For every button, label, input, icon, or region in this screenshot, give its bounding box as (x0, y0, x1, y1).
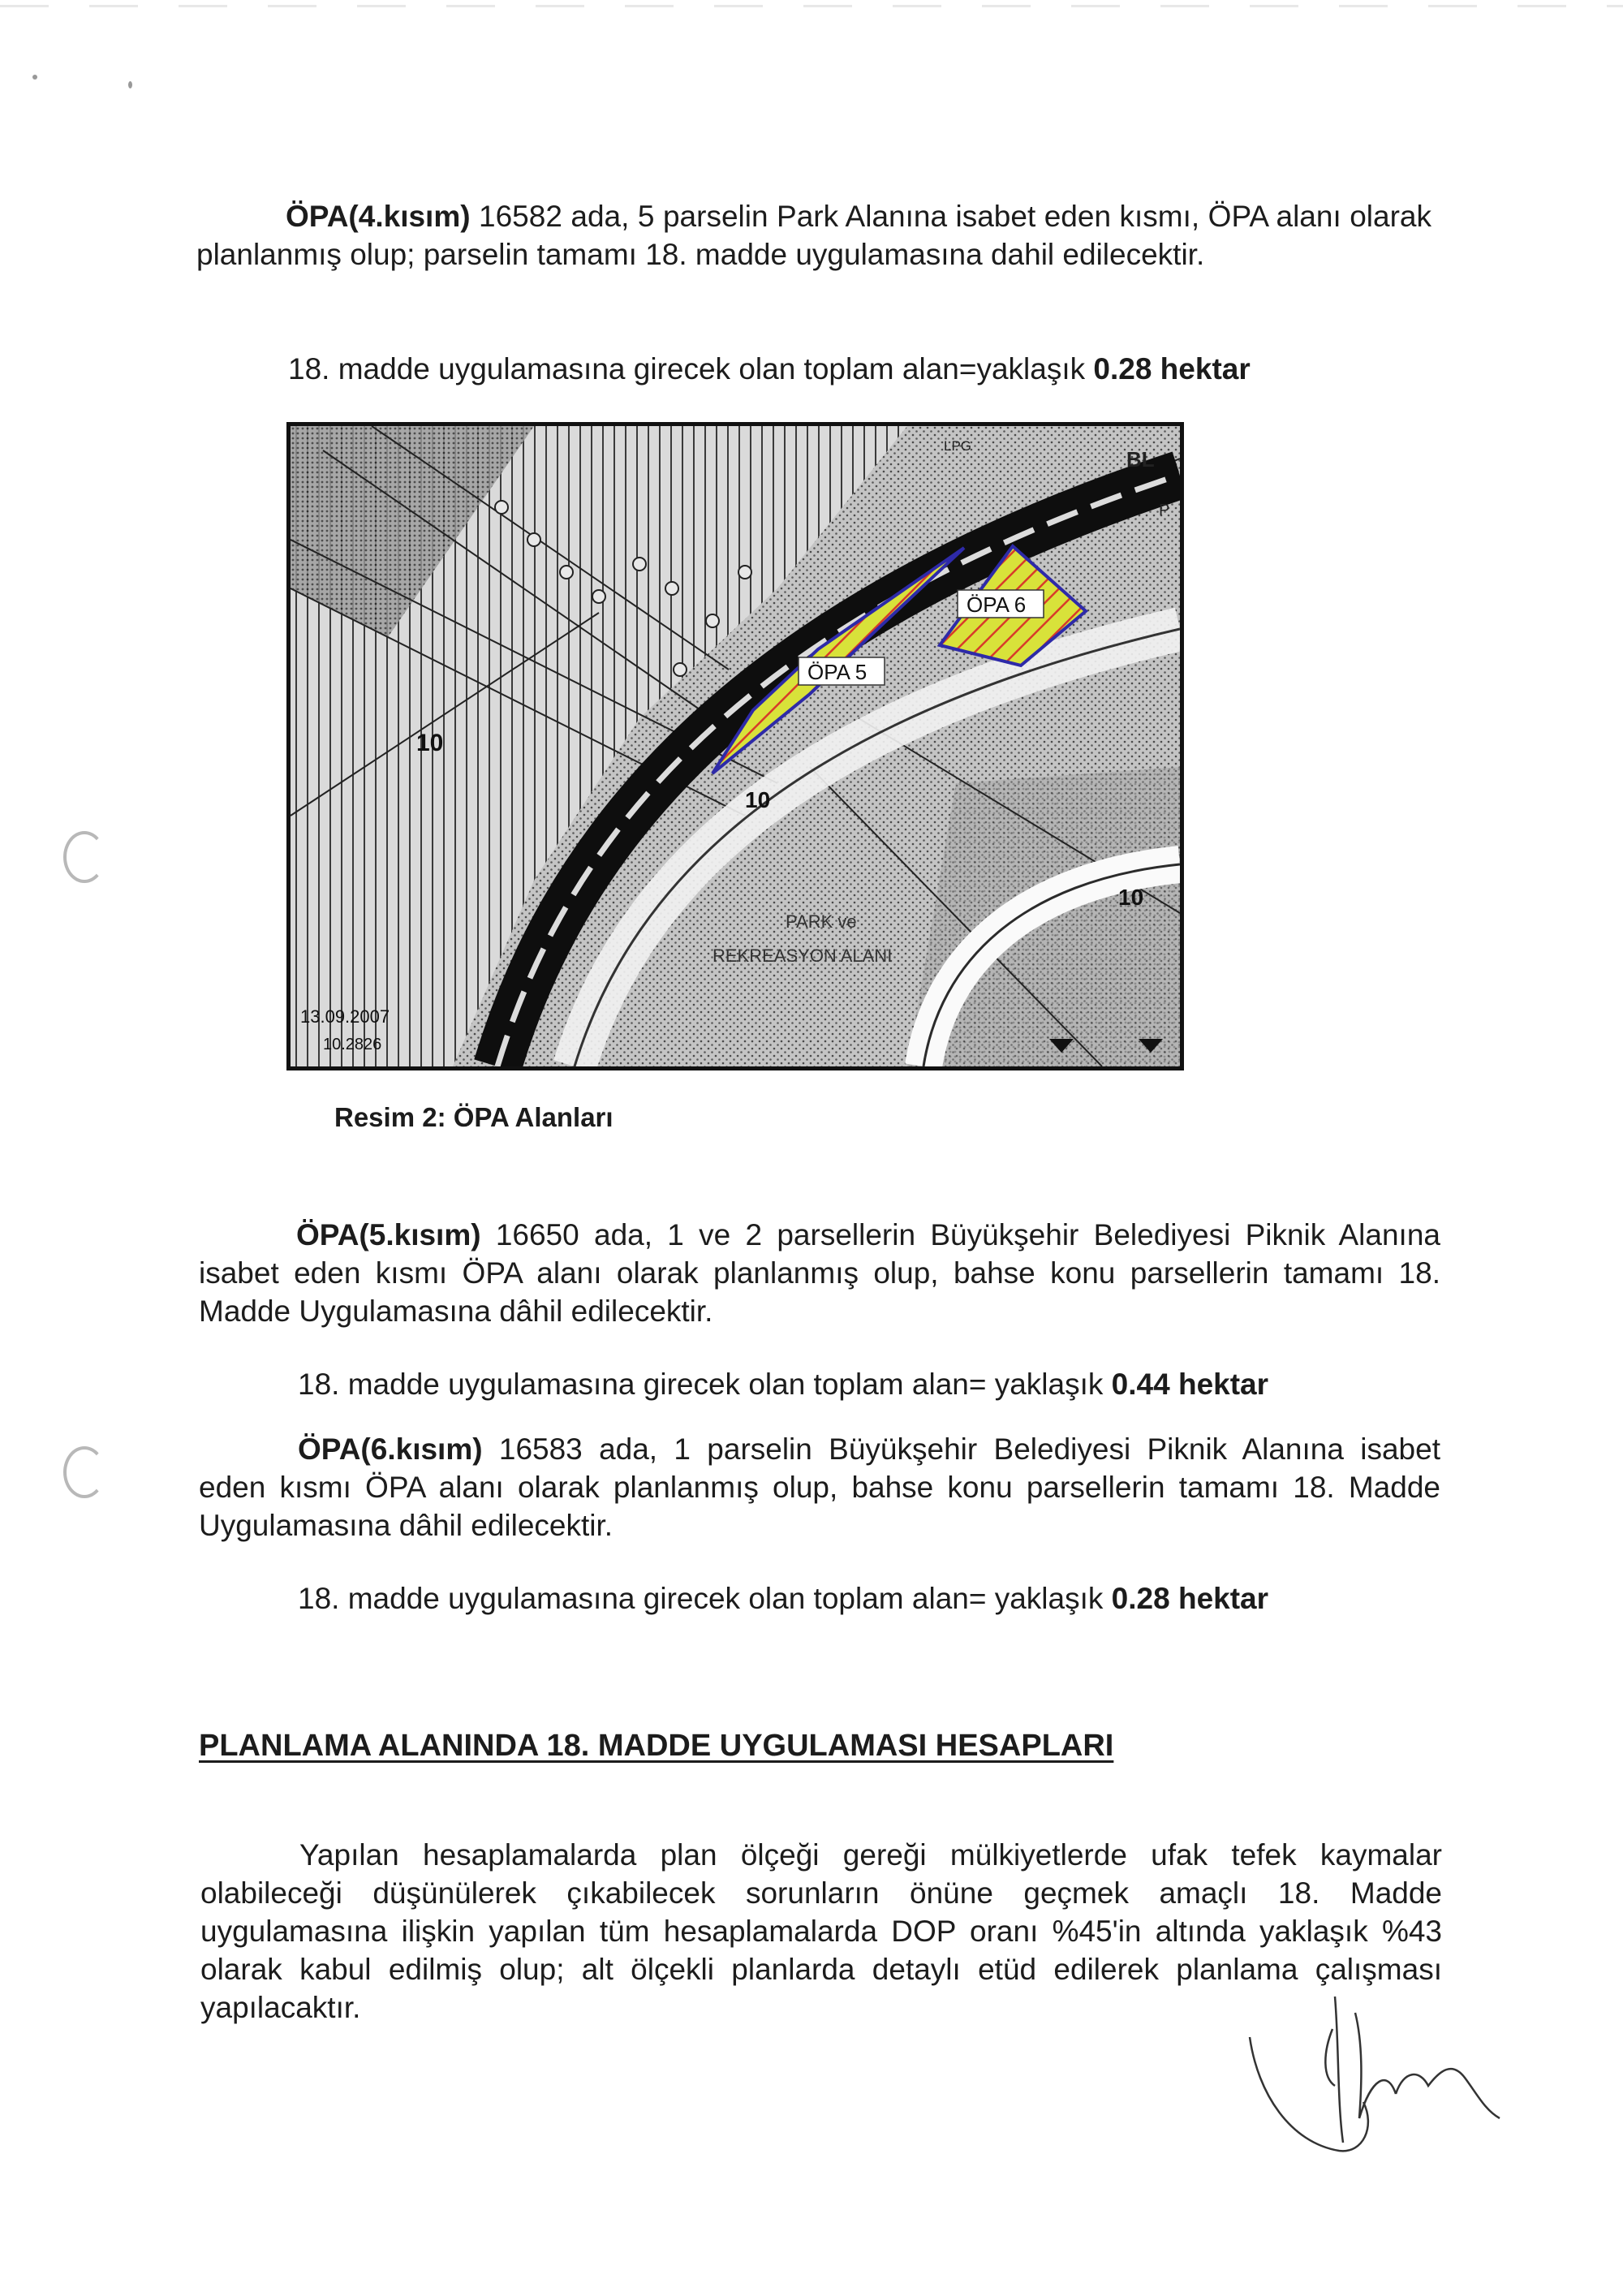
section-6-paragraph (199, 1430, 1440, 1544)
zone-10-label-c: 10 (1118, 885, 1144, 910)
section-5-paragraph (199, 1216, 1440, 1330)
section-4-total-value: 0.28 hektar (1093, 352, 1251, 386)
section-5-total-value: 0.44 hektar (1111, 1368, 1269, 1401)
section-6-title: ÖPA(6.kısım) (298, 1432, 483, 1466)
opa5-label: ÖPA 5 (807, 660, 867, 684)
zone-10-label-a: 10 (416, 730, 444, 756)
section-5-total (298, 1365, 1268, 1403)
opa-map-figure (286, 422, 1184, 1070)
opa6-label: ÖPA 6 (966, 592, 1027, 617)
bl-label: BL (1126, 447, 1155, 472)
scan-speck (32, 75, 37, 80)
park-label-line2: REKREASYON ALANI (712, 946, 893, 966)
park-label-line1: PARK ve (786, 911, 857, 932)
section-6-total-value: 0.28 hektar (1111, 1582, 1269, 1615)
scan-edge-artifact (0, 5, 1623, 7)
opa-map (291, 426, 1180, 1066)
section-4-total (288, 350, 1251, 388)
map-stamp-line2: 10.2826 (323, 1036, 382, 1053)
section-5-total-text: 18. madde uygulamasına girecek olan toplam alan= yaklaşık (298, 1368, 1112, 1401)
section-4-total-text: 18. madde uygulamasına girecek olan toplam alan=yaklaşık (288, 352, 1094, 386)
section-4-body: 16582 ada, 5 parselin Park Alanına isabet eden kısmı, ÖPA alanı olarak planlanmış olup; parselin tamamı 18. madde uygulamasına dahil edilecektir. (196, 200, 1431, 271)
section-6-total-text: 18. madde uygulamasına girecek olan toplam alan= yaklaşık (298, 1582, 1112, 1615)
section-6-body: 16583 ada, 1 parselin Büyükşehir Belediyesi Piknik Alanına isabet eden kısmı ÖPA alanı olarak planlanmış olup, bahse konu parsellerin tamamı 18. Madde Uygulamasına dâhil edilecektir. (199, 1432, 1440, 1542)
punch-hole-mark (63, 1446, 105, 1498)
section-5-title: ÖPA(5.kısım) (296, 1218, 481, 1251)
section-6-total (298, 1579, 1268, 1618)
section-4-paragraph (196, 197, 1431, 274)
p-label: P (1159, 502, 1170, 519)
handwritten-signature (1242, 1980, 1509, 2175)
section-4-title: ÖPA(4.kısım) (286, 200, 471, 233)
calculations-heading: PLANLAMA ALANINDA 18. MADDE UYGULAMASI HESAPLARI (199, 1729, 1114, 1763)
calculations-paragraph: Yapılan hesaplamalarda plan ölçeği gereği mülkiyetlerde ufak tefek kaymalar olabileceği düşünülerek çıkabilecek sorunların önüne geçmek amaçlı 18. Madde uygulamasına ilişkin yapılan tüm hesaplamalarda DOP oranı %45'in altında yaklaşık %43 olarak kabul edilmiş olup; alt ölçekli planlarda detaylı etüd edilerek planlama çalışması yapılacaktır. (200, 1838, 1442, 2024)
figure-caption: Resim 2: ÖPA Alanları (334, 1102, 613, 1132)
section-5-body: 16650 ada, 1 ve 2 parsellerin Büyükşehir Belediyesi Piknik Alanına isabet eden kısmı ÖPA alanı olarak planlanmış olup, bahse konu parsellerin tamamı 18. Madde Uygulamasına dâhil edilecektir. (199, 1218, 1440, 1328)
zone-10-label-b: 10 (745, 787, 771, 812)
map-stamp-line1: 13.09.2007 (300, 1006, 390, 1027)
scan-speck (128, 81, 132, 88)
lpg-label: LPG (944, 438, 972, 454)
punch-hole-mark (63, 831, 105, 883)
